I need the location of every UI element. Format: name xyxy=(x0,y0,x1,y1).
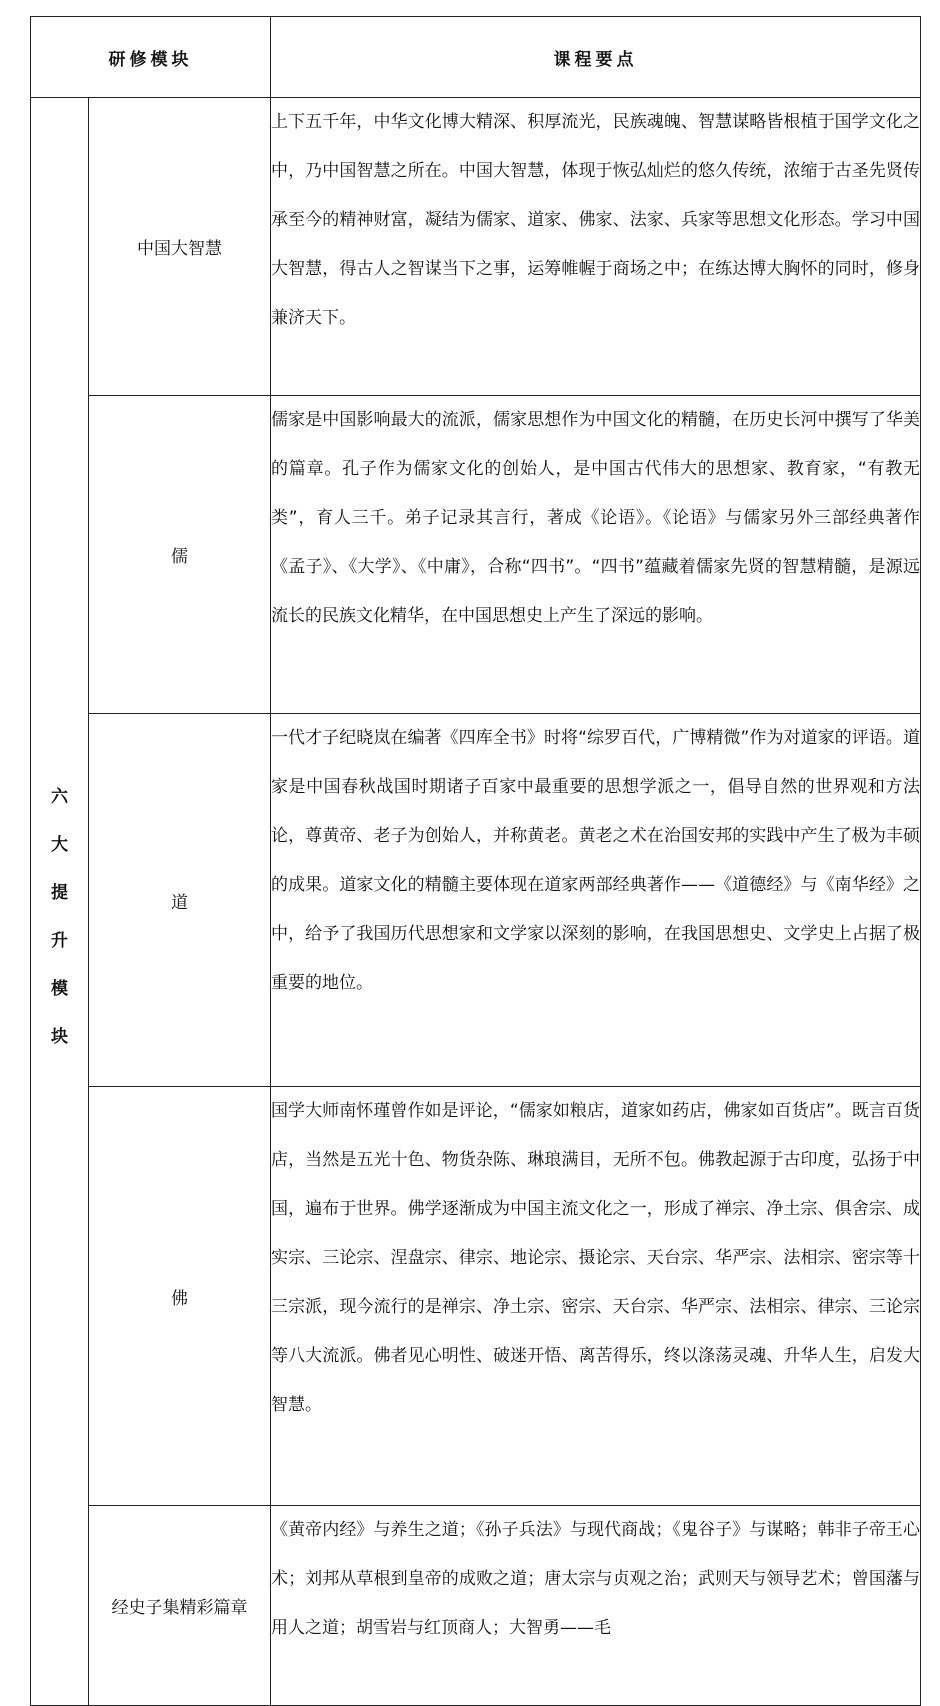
module-description: 儒家是中国影响最大的流派，儒家思想作为中国文化的精髓，在历史长河中撰写了华美的篇章。孔子作为儒家文化的创始人，是中国古代伟大的思想家、教育家，“有教无类”，育人三千。弟子记录其言行，著成《论语》。《论语》与儒家另外三部经典著作《孟子》、《大学》、《中庸》，合称“四书”。“四书”蕴藏着儒家先贤的智慧精髓，是源远流长的民族文化精华，在中国思想史上产生了深远的影响。 xyxy=(271,396,921,714)
module-name: 佛 xyxy=(89,1087,271,1506)
table-header-row xyxy=(31,17,921,98)
module-description: 一代才子纪晓岚在编著《四库全书》时将“综罗百代，广博精微”作为对道家的评语。道家是中国春秋战国时期诸子百家中最重要的思想学派之一，倡导自然的世界观和方法论，尊黄帝、老子为创始人，并称黄老。黄老之术在治国安邦的实践中产生了极为丰硕的成果。道家文化的精髓主要体现在道家两部经典著作——《道德经》与《南华经》之中，给予了我国历代思想家和文学家以深刻的影响，在我国思想史、文学史上占据了极重要的地位。 xyxy=(271,714,921,1087)
module-name: 经史子集精彩篇章 xyxy=(89,1506,271,1706)
group-char: 块 xyxy=(51,1026,68,1047)
header-course-points: 课程要点 xyxy=(271,17,921,98)
group-label-cell xyxy=(31,98,89,1706)
table-row xyxy=(31,1087,921,1506)
group-label xyxy=(51,785,68,1049)
group-char: 六 xyxy=(51,786,68,807)
group-char: 模 xyxy=(51,978,68,999)
module-name: 中国大智慧 xyxy=(89,98,271,396)
group-char: 升 xyxy=(51,930,68,951)
module-name: 道 xyxy=(89,714,271,1087)
course-table xyxy=(30,16,921,1706)
table-row xyxy=(31,714,921,1087)
group-char: 提 xyxy=(51,882,68,903)
module-description: 《黄帝内经》与养生之道；《孙子兵法》与现代商战；《鬼谷子》与谋略；韩非子帝王心术；刘邦从草根到皇帝的成败之道；唐太宗与贞观之治；武则天与领导艺术；曾国藩与用人之道；胡雪岩与红顶商人；大智勇——毛 xyxy=(271,1506,921,1706)
table-row xyxy=(31,98,921,396)
group-char: 大 xyxy=(51,834,68,855)
module-name: 儒 xyxy=(89,396,271,714)
header-module: 研修模块 xyxy=(31,17,271,98)
module-description: 上下五千年，中华文化博大精深、积厚流光，民族魂魄、智慧谋略皆根植于国学文化之中，乃中国智慧之所在。中国大智慧，体现于恢弘灿烂的悠久传统，浓缩于古圣先贤传承至今的精神财富，凝结为儒家、道家、佛家、法家、兵家等思想文化形态。学习中国大智慧，得古人之智谋当下之事，运筹帷幄于商场之中；在练达博大胸怀的同时，修身兼济天下。 xyxy=(271,98,921,396)
table-row xyxy=(31,396,921,714)
module-description: 国学大师南怀瑾曾作如是评论，“儒家如粮店，道家如药店，佛家如百货店”。既言百货店，当然是五光十色、物货杂陈、琳琅满目，无所不包。佛教起源于古印度，弘扬于中国，遍布于世界。佛学逐渐成为中国主流文化之一，形成了禅宗、净土宗、俱舍宗、成实宗、三论宗、涅盘宗、律宗、地论宗、摄论宗、天台宗、华严宗、法相宗、密宗等十三宗派，现今流行的是禅宗、净土宗、密宗、天台宗、华严宗、法相宗、律宗、三论宗等八大流派。佛者见心明性、破迷开悟、离苦得乐，终以涤荡灵魂、升华人生，启发大智慧。 xyxy=(271,1087,921,1506)
table-row xyxy=(31,1506,921,1706)
